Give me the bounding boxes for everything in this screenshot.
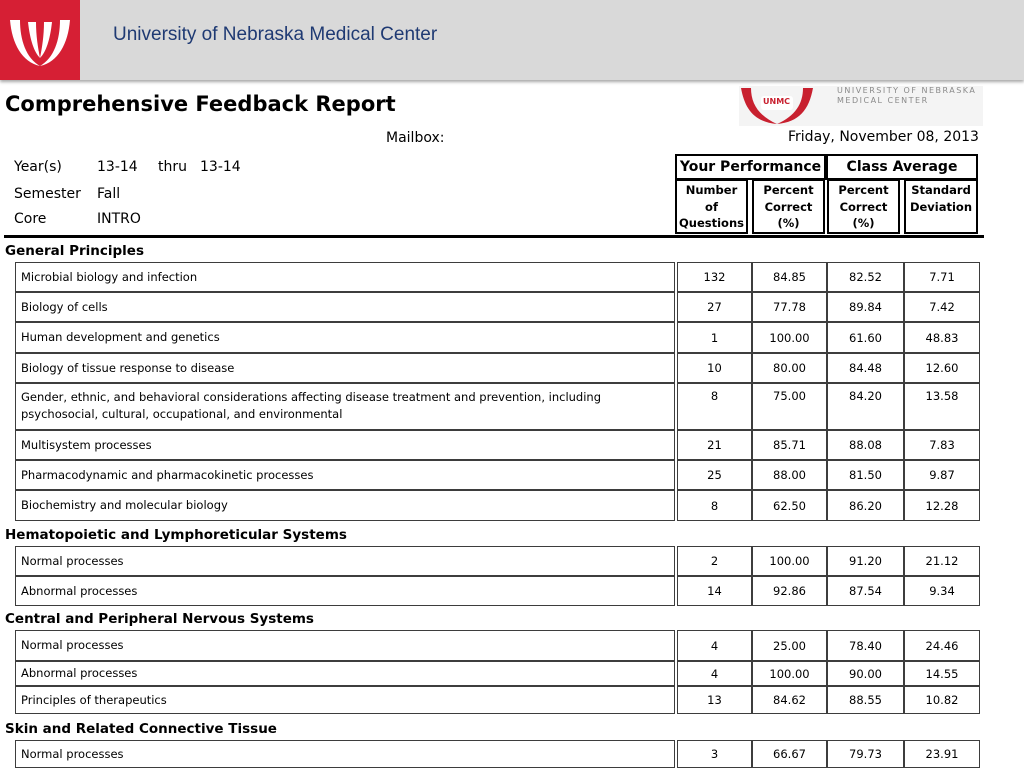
header-line: (%)	[852, 216, 875, 230]
row-value-n: 4	[677, 630, 752, 661]
row-value-n: 25	[677, 460, 752, 490]
row-value-sd: 24.46	[904, 630, 980, 661]
your-performance-header: Your Performance	[675, 154, 826, 180]
class-percent-correct-header	[827, 179, 900, 234]
row-value-pct: 88.00	[752, 460, 827, 490]
std-dev-header	[904, 179, 978, 234]
semester-value: Fall	[97, 186, 121, 202]
core-value: INTRO	[97, 211, 141, 227]
row-value-sd: 21.12	[904, 546, 980, 576]
row-topic-label: Principles of therapeutics	[15, 686, 675, 714]
section-title-hematopoietic: Hematopoietic and Lymphoreticular Systems	[5, 527, 347, 543]
row-value-avg: 89.84	[827, 292, 904, 322]
report-date: Friday, November 08, 2013	[788, 129, 979, 145]
row-value-sd: 48.83	[904, 322, 980, 353]
row-topic-label: Biology of tissue response to disease	[15, 353, 675, 383]
unmc-logo	[739, 86, 983, 126]
row-value-pct: 84.62	[752, 686, 827, 714]
unmc-u-icon	[0, 0, 80, 80]
row-topic-label: Biology of cells	[15, 292, 675, 322]
row-value-sd: 13.58	[904, 383, 980, 430]
row-value-n: 1	[677, 322, 752, 353]
row-value-pct: 100.00	[752, 546, 827, 576]
row-value-avg: 78.40	[827, 630, 904, 661]
row-value-pct: 77.78	[752, 292, 827, 322]
row-value-pct: 100.00	[752, 661, 827, 686]
row-value-n: 27	[677, 292, 752, 322]
row-value-n: 132	[677, 262, 752, 292]
row-value-sd: 23.91	[904, 740, 980, 768]
logo-text-line2: MEDICAL CENTER	[837, 96, 929, 105]
row-topic-label: Microbial biology and infection	[15, 262, 675, 292]
row-value-avg: 90.00	[827, 661, 904, 686]
header-line: Questions	[679, 216, 744, 230]
row-value-sd: 7.71	[904, 262, 980, 292]
row-value-avg: 88.08	[827, 430, 904, 460]
row-value-sd: 10.82	[904, 686, 980, 714]
unmc-badge-text: UNMC	[763, 97, 791, 106]
row-value-pct: 75.00	[752, 383, 827, 430]
year-to: 13-14	[200, 159, 241, 175]
row-topic-label: Pharmacodynamic and pharmacokinetic processes	[15, 460, 675, 490]
year-label: Year(s)	[14, 159, 62, 175]
header-line: Correct	[764, 199, 813, 214]
header-line: of	[705, 199, 718, 214]
row-value-sd: 12.60	[904, 353, 980, 383]
row-value-n: 4	[677, 661, 752, 686]
row-value-sd: 9.34	[904, 576, 980, 606]
section-title-general-principles: General Principles	[5, 243, 145, 259]
section-title-skin: Skin and Related Connective Tissue	[5, 721, 277, 737]
header-line: (%)	[777, 216, 800, 230]
header-line: Standard	[911, 183, 971, 197]
banner-title: University of Nebraska Medical Center	[113, 24, 438, 45]
header-line: Number	[685, 183, 738, 197]
row-value-pct: 84.85	[752, 262, 827, 292]
row-value-n: 3	[677, 740, 752, 768]
section-title-nervous-systems: Central and Peripheral Nervous Systems	[5, 611, 314, 627]
row-value-n: 8	[677, 490, 752, 521]
row-topic-label: Normal processes	[15, 546, 675, 576]
unmc-badge-icon	[739, 86, 829, 126]
row-value-pct: 100.00	[752, 322, 827, 353]
header-line: Deviation	[909, 199, 973, 214]
logo-text-line1: UNIVERSITY OF NEBRASKA	[837, 86, 977, 95]
row-value-pct: 85.71	[752, 430, 827, 460]
row-topic-label: Normal processes	[15, 740, 675, 768]
row-topic-label: Gender, ethnic, and behavioral considerations affecting disease treatment and prevention, including psychosocial, cultural, occupational, and environmental	[15, 383, 675, 430]
num-questions-header	[675, 179, 748, 234]
row-value-sd: 7.42	[904, 292, 980, 322]
row-value-avg: 79.73	[827, 740, 904, 768]
unmc-logo-mark	[0, 0, 80, 80]
row-value-pct: 80.00	[752, 353, 827, 383]
row-topic-label: Multisystem processes	[15, 430, 675, 460]
thru-label: thru	[158, 159, 187, 175]
unmc-logo-text	[837, 86, 976, 106]
mailbox-label: Mailbox:	[386, 130, 445, 146]
row-value-n: 10	[677, 353, 752, 383]
row-value-sd: 12.28	[904, 490, 980, 521]
header-rule	[4, 235, 984, 238]
row-topic-label: Abnormal processes	[15, 661, 675, 686]
header-line: Percent	[763, 183, 814, 197]
year-from: 13-14	[97, 159, 138, 175]
report-title: Comprehensive Feedback Report	[5, 92, 396, 116]
core-label: Core	[14, 211, 47, 227]
row-value-avg: 84.48	[827, 353, 904, 383]
row-value-pct: 62.50	[752, 490, 827, 521]
row-value-n: 21	[677, 430, 752, 460]
row-topic-label: Human development and genetics	[15, 322, 675, 353]
header-line: Correct	[839, 199, 888, 214]
top-banner	[0, 0, 1024, 80]
row-value-n: 2	[677, 546, 752, 576]
row-value-sd: 9.87	[904, 460, 980, 490]
row-value-pct: 66.67	[752, 740, 827, 768]
row-value-avg: 86.20	[827, 490, 904, 521]
row-value-n: 14	[677, 576, 752, 606]
row-value-avg: 87.54	[827, 576, 904, 606]
row-value-n: 8	[677, 383, 752, 430]
row-value-avg: 91.20	[827, 546, 904, 576]
row-value-n: 13	[677, 686, 752, 714]
row-topic-label: Biochemistry and molecular biology	[15, 490, 675, 521]
row-value-avg: 84.20	[827, 383, 904, 430]
row-topic-label: Normal processes	[15, 630, 675, 661]
row-value-avg: 61.60	[827, 322, 904, 353]
row-value-avg: 82.52	[827, 262, 904, 292]
class-average-header: Class Average	[826, 154, 978, 180]
row-value-pct: 92.86	[752, 576, 827, 606]
row-value-avg: 88.55	[827, 686, 904, 714]
semester-label: Semester	[14, 186, 81, 202]
row-value-sd: 14.55	[904, 661, 980, 686]
row-value-sd: 7.83	[904, 430, 980, 460]
row-value-pct: 25.00	[752, 630, 827, 661]
header-line: Percent	[838, 183, 889, 197]
percent-correct-header	[752, 179, 825, 234]
row-value-avg: 81.50	[827, 460, 904, 490]
row-topic-label: Abnormal processes	[15, 576, 675, 606]
